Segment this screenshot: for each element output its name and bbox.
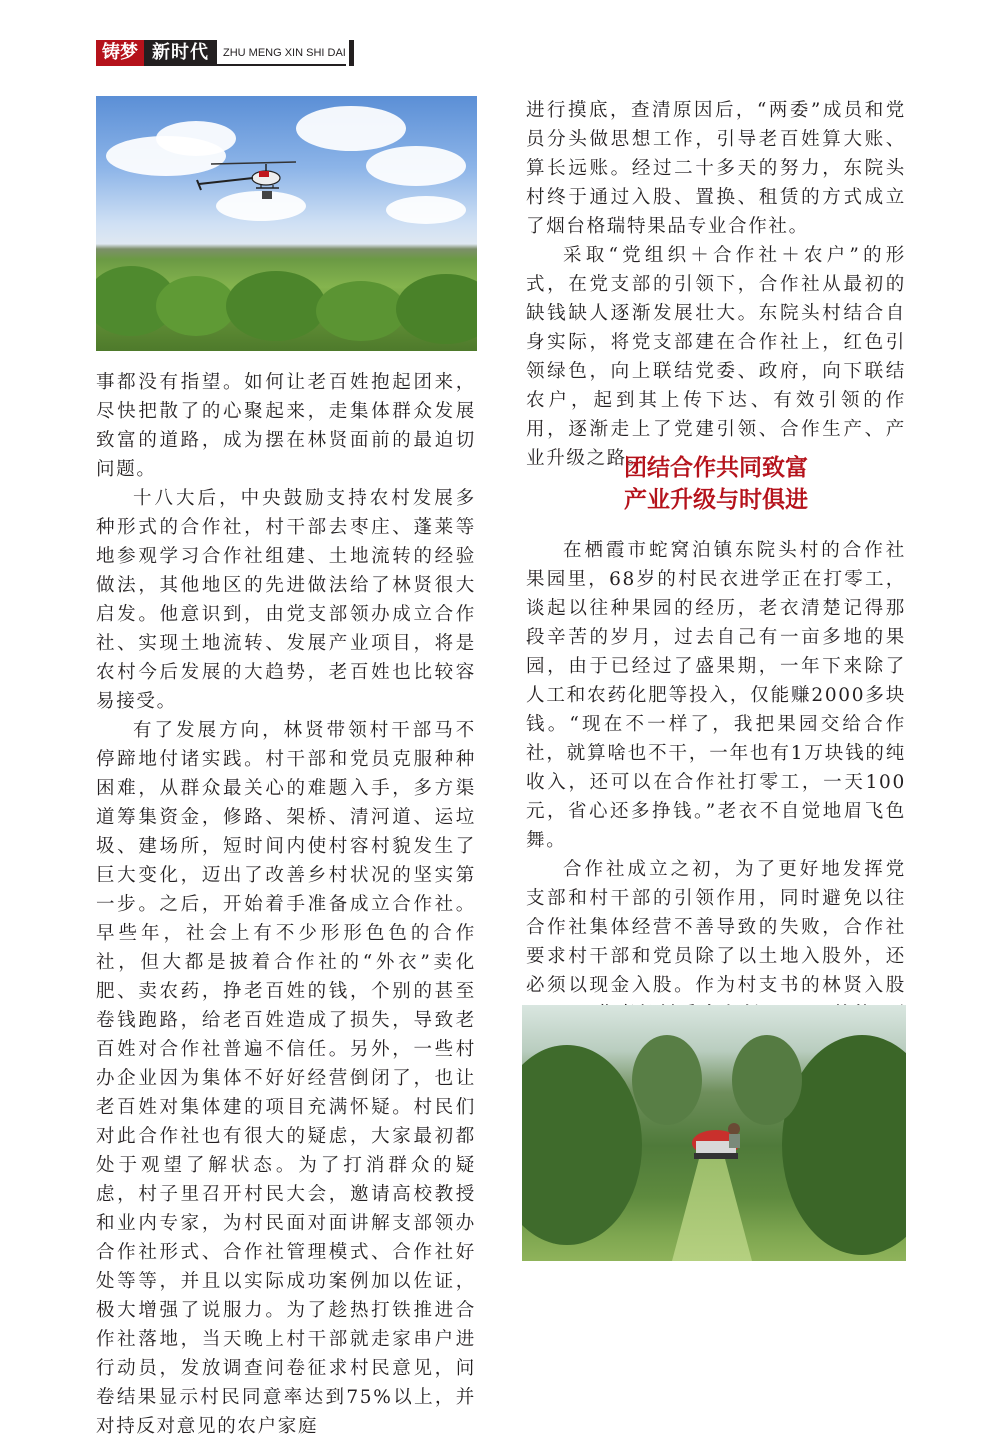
tree-shape	[732, 1035, 802, 1125]
paragraph: 合作社成立之初，为了更好地发挥党支部和村干部的引领作用，同时避免以往合作社集体经营不善导致的失败，合作社要求村干部和党员除了以土地入股外，还必须以现金入股。作为村支书的林贤入股	[526, 859, 906, 996]
header-pinyin: ZHU MENG XIN SHI DAI	[217, 40, 346, 66]
cloud-shape	[156, 121, 236, 156]
section-heading-line-1: 团结合作共同致富	[624, 455, 808, 481]
cloud-shape	[296, 106, 406, 151]
cloud-shape	[366, 146, 466, 186]
tree-shape	[316, 281, 406, 341]
paragraph: 有了发展方向，林贤带领村干部马不停蹄地付诸实践。村干部和党员克服种种困难，从群众最关心的难题入手，多方渠道筹集资金，修路、架桥、清河道、运垃圾、建场所，短时间内使村容村貌发生了巨大变化，迈出了改善乡村状况的坚实第一步。之后，开始着手准备成立合作社。早些年，社会上有不少形形色色的合作社，但大都是披着合作社的“外衣”卖化肥、卖农药，挣老百姓的钱，个别的甚至卷钱跑路，给老百姓造成了损失，导致老百姓对合作社普遍不信任。另外，一些村办企业因为集体不好好经营倒闭了，也让老百姓对集体建的项目充满怀疑。村民们对此合作社也有很大的疑虑，大家最初都处于观望了解状态。为了打消群众的疑虑，村子里召开村民大会，邀请高校教授和业内专家，为村民面对面讲解支部领办合作社形式、合作社管理模式、合作社好处等等，并且以实际成功案例加以佐证，极大增强了说服力。为了趁热打铁推进合作社落地，当天晚上村干部就走家串户进行动员，发放调查问卷征求村民意见，问卷结果显示村民同意率达到75%以上，并对持反对意见的农户家庭	[96, 720, 476, 1437]
section-heading-line-2: 产业升级与时俱进	[624, 487, 808, 513]
photo-drone-over-orchard	[96, 96, 477, 351]
paragraph: 事都没有指望。如何让老百姓抱起团来，尽快把散了的心聚起来，走集体群众发展致富的道路，成为摆在林贤面前的最迫切问题。	[96, 372, 476, 480]
tree-shape	[522, 1045, 642, 1245]
photo-orchard-sprayer	[522, 1005, 906, 1261]
paragraph: 十八大后，中央鼓励支持农村发展多种形式的合作社，村干部去枣庄、蓬莱等地参观学习合作社组建、土地流转的经验做法，其他地区的先进做法给了林贤很大启发。他意识到，由党支部领办成立合作社、实现土地流转、发展产业项目，将是农村今后发展的大趋势，老百姓也比较容易接受。	[96, 488, 476, 712]
section-heading	[526, 452, 906, 516]
magazine-header	[96, 40, 354, 66]
grass-path	[672, 1155, 752, 1261]
paragraph: 在栖霞市蛇窝泊镇东院头村的合作社果园里，68岁的村民衣进学正在打零工，谈起以往种果园的经历，老衣清楚记得那段辛苦的岁月，过去自己有一亩多地的果园，由于已经过了盛果期，一年下来除了人工和农药化肥等投入，仅能赚2000多块钱。“现在不一样了，我把果园交给合作社，就算啥也不干，一年也有1万块钱的纯收入，还可以在合作社打零工，一天100元，省心还多挣钱。”老衣不自觉地眉飞色舞。	[526, 540, 906, 851]
paragraph: 进行摸底，查清原因后，“两委”成员和党员分头做思想工作，引导老百姓算大账、算长远账。经过二十多天的努力，东院头村终于通过入股、置换、租赁的方式成立了烟台格瑞特果品专业合作社。	[526, 100, 906, 237]
tree-shape	[156, 276, 236, 336]
header-end-bar	[349, 40, 354, 66]
header-tag-zhumeng: 铸梦	[96, 40, 144, 66]
tree-shape	[396, 274, 477, 344]
header-tag-xinshidai: 新时代	[144, 40, 217, 66]
sprayer-vehicle-icon	[690, 1117, 750, 1167]
article-right-column-top	[526, 96, 906, 473]
article-left-column	[96, 368, 476, 1441]
article-right-column-bottom	[526, 536, 906, 1058]
tree-shape	[226, 271, 326, 341]
tree-shape	[632, 1035, 702, 1125]
cloud-shape	[386, 196, 466, 224]
paragraph: 采取“党组织＋合作社＋农户”的形式，在党支部的引领下，合作社从最初的缺钱缺人逐渐发展壮大。东院头村结合自身实际，将党支部建在合作社上，红色引领绿色，向上联结党委、政府，向下联结农户，起到其上传下达、有效引领的作用，逐渐走上了党建引领、合作生产、产业升级之路。	[526, 245, 906, 469]
drone-helicopter-icon	[191, 158, 301, 208]
